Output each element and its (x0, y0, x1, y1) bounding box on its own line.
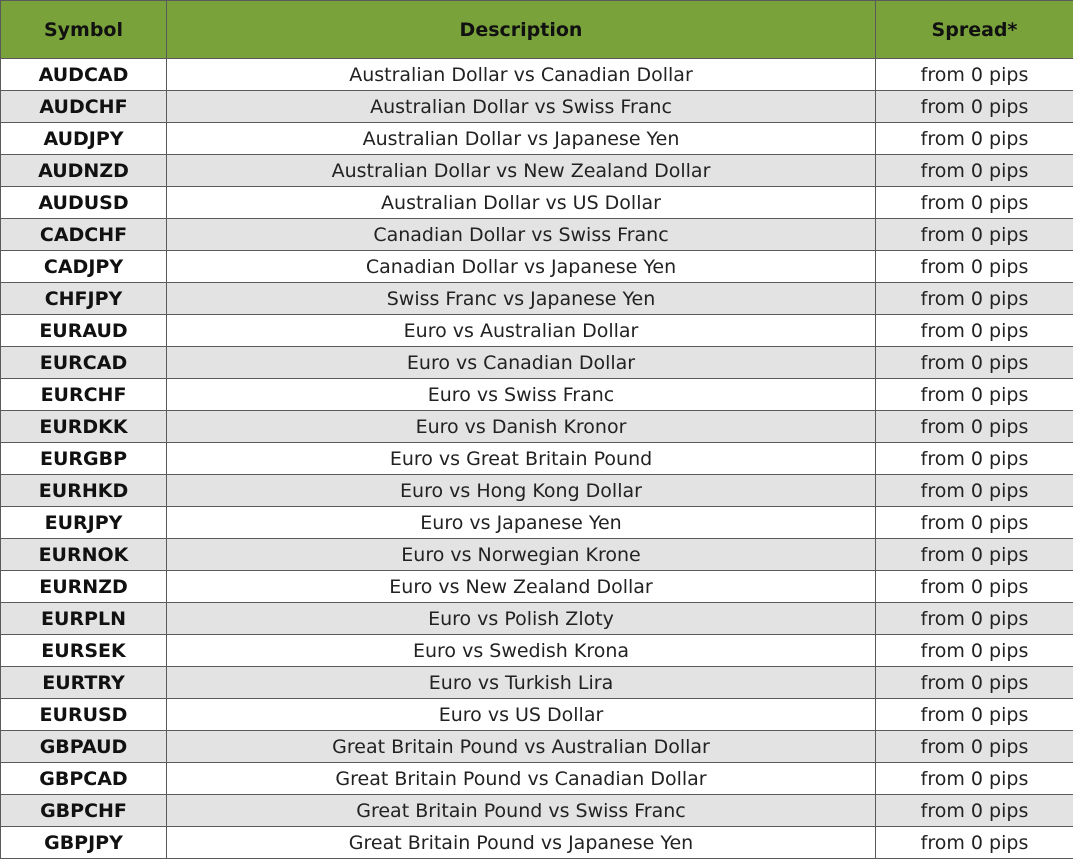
symbol-cell: CADJPY (1, 251, 167, 283)
description-cell: Australian Dollar vs Swiss Franc (167, 91, 876, 123)
column-header-symbol: Symbol (1, 1, 167, 59)
spread-cell: from 0 pips (876, 827, 1073, 859)
description-cell: Australian Dollar vs Canadian Dollar (167, 59, 876, 91)
spread-cell: from 0 pips (876, 475, 1073, 507)
spread-cell: from 0 pips (876, 187, 1073, 219)
table-row (1, 763, 1073, 795)
description-cell: Euro vs Danish Kronor (167, 411, 876, 443)
description-cell: Australian Dollar vs Japanese Yen (167, 123, 876, 155)
description-cell: Euro vs Swedish Krona (167, 635, 876, 667)
table-row (1, 251, 1073, 283)
table-row (1, 571, 1073, 603)
symbol-cell: CADCHF (1, 219, 167, 251)
description-cell: Euro vs Swiss Franc (167, 379, 876, 411)
symbol-cell: EURUSD (1, 699, 167, 731)
description-cell: Euro vs Canadian Dollar (167, 347, 876, 379)
table-row (1, 731, 1073, 763)
spread-cell: from 0 pips (876, 731, 1073, 763)
table-row (1, 187, 1073, 219)
spread-cell: from 0 pips (876, 251, 1073, 283)
spread-cell: from 0 pips (876, 699, 1073, 731)
symbol-cell: AUDNZD (1, 155, 167, 187)
spread-cell: from 0 pips (876, 91, 1073, 123)
description-cell: Great Britain Pound vs Swiss Franc (167, 795, 876, 827)
description-cell: Great Britain Pound vs Australian Dollar (167, 731, 876, 763)
column-header-spread: Spread* (876, 1, 1073, 59)
table-row (1, 603, 1073, 635)
spread-cell: from 0 pips (876, 443, 1073, 475)
spread-cell: from 0 pips (876, 667, 1073, 699)
description-cell: Euro vs Polish Zloty (167, 603, 876, 635)
table-row (1, 411, 1073, 443)
table-row (1, 219, 1073, 251)
table-row (1, 315, 1073, 347)
description-cell: Euro vs Australian Dollar (167, 315, 876, 347)
spread-cell: from 0 pips (876, 379, 1073, 411)
table-row (1, 379, 1073, 411)
symbol-cell: EURJPY (1, 507, 167, 539)
symbol-cell: GBPJPY (1, 827, 167, 859)
description-cell: Euro vs New Zealand Dollar (167, 571, 876, 603)
symbol-cell: EURGBP (1, 443, 167, 475)
description-cell: Euro vs Turkish Lira (167, 667, 876, 699)
description-cell: Euro vs Norwegian Krone (167, 539, 876, 571)
spread-cell: from 0 pips (876, 795, 1073, 827)
description-cell: Euro vs Great Britain Pound (167, 443, 876, 475)
table-row (1, 827, 1073, 859)
spread-cell: from 0 pips (876, 507, 1073, 539)
spread-cell: from 0 pips (876, 763, 1073, 795)
description-cell: Australian Dollar vs US Dollar (167, 187, 876, 219)
symbol-cell: EURNOK (1, 539, 167, 571)
table-row (1, 91, 1073, 123)
symbol-cell: CHFJPY (1, 283, 167, 315)
spread-cell: from 0 pips (876, 603, 1073, 635)
symbol-cell: GBPCHF (1, 795, 167, 827)
symbol-cell: AUDUSD (1, 187, 167, 219)
table-row (1, 283, 1073, 315)
table-row (1, 123, 1073, 155)
table-row (1, 507, 1073, 539)
table-row (1, 475, 1073, 507)
spread-cell: from 0 pips (876, 59, 1073, 91)
description-cell: Great Britain Pound vs Canadian Dollar (167, 763, 876, 795)
description-cell: Euro vs Japanese Yen (167, 507, 876, 539)
spread-cell: from 0 pips (876, 123, 1073, 155)
symbol-cell: EURCAD (1, 347, 167, 379)
table-header (1, 1, 1073, 59)
description-cell: Great Britain Pound vs Japanese Yen (167, 827, 876, 859)
spread-cell: from 0 pips (876, 571, 1073, 603)
symbol-cell: AUDCHF (1, 91, 167, 123)
table-row (1, 667, 1073, 699)
table-row (1, 347, 1073, 379)
table-row (1, 699, 1073, 731)
spread-cell: from 0 pips (876, 539, 1073, 571)
symbol-cell: EURNZD (1, 571, 167, 603)
table-row (1, 155, 1073, 187)
symbol-cell: EURCHF (1, 379, 167, 411)
table-row (1, 443, 1073, 475)
table-row (1, 795, 1073, 827)
spread-cell: from 0 pips (876, 283, 1073, 315)
symbol-cell: EURAUD (1, 315, 167, 347)
symbol-cell: GBPCAD (1, 763, 167, 795)
symbol-cell: AUDJPY (1, 123, 167, 155)
symbol-cell: EURDKK (1, 411, 167, 443)
table-row (1, 635, 1073, 667)
spread-cell: from 0 pips (876, 411, 1073, 443)
spread-cell: from 0 pips (876, 219, 1073, 251)
table-row (1, 539, 1073, 571)
description-cell: Swiss Franc vs Japanese Yen (167, 283, 876, 315)
symbol-cell: AUDCAD (1, 59, 167, 91)
description-cell: Canadian Dollar vs Japanese Yen (167, 251, 876, 283)
description-cell: Euro vs US Dollar (167, 699, 876, 731)
symbol-cell: EURTRY (1, 667, 167, 699)
description-cell: Euro vs Hong Kong Dollar (167, 475, 876, 507)
symbol-cell: GBPAUD (1, 731, 167, 763)
description-cell: Australian Dollar vs New Zealand Dollar (167, 155, 876, 187)
spread-cell: from 0 pips (876, 315, 1073, 347)
symbol-cell: EURSEK (1, 635, 167, 667)
spread-cell: from 0 pips (876, 155, 1073, 187)
spread-cell: from 0 pips (876, 635, 1073, 667)
description-cell: Canadian Dollar vs Swiss Franc (167, 219, 876, 251)
column-header-description: Description (167, 1, 876, 59)
spread-cell: from 0 pips (876, 347, 1073, 379)
header-row (1, 1, 1073, 59)
table-body (1, 59, 1073, 859)
table-row (1, 59, 1073, 91)
symbol-cell: EURPLN (1, 603, 167, 635)
symbol-cell: EURHKD (1, 475, 167, 507)
